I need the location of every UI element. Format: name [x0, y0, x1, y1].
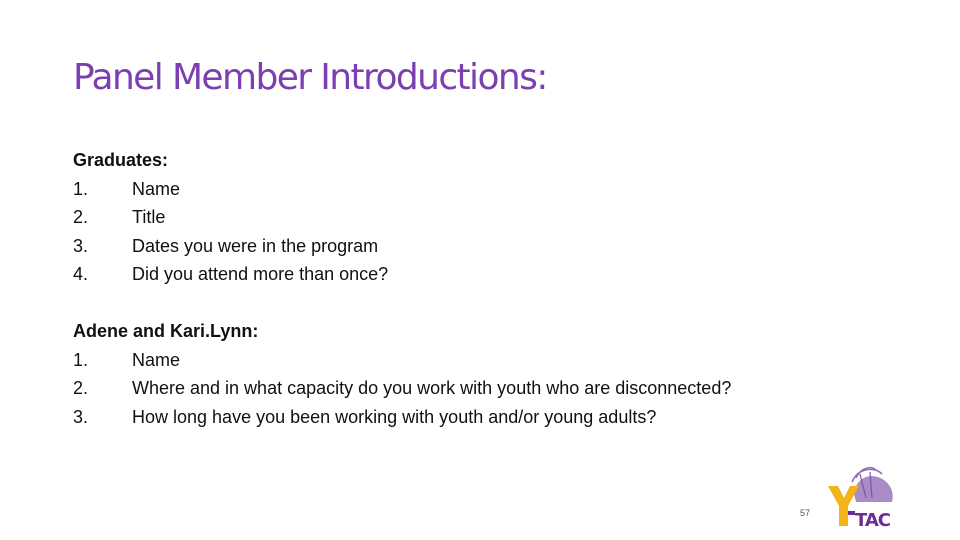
list-item	[73, 175, 388, 204]
list-item-number: 2.	[73, 207, 89, 227]
list-item-number: 3.	[73, 235, 89, 256]
staff-heading: Adene and Kari.Lynn:	[73, 321, 259, 341]
slide-title: Panel Member Introductions:	[73, 57, 547, 98]
page-number: 57	[800, 508, 811, 518]
staff-section	[73, 317, 731, 431]
list-item-text: Dates you were in the program	[132, 235, 379, 256]
logo-dash-shape	[848, 511, 855, 515]
list-item-number: 3.	[73, 406, 89, 427]
ytac-logo	[826, 464, 896, 528]
list-item-text: How long have you been working with youth and/or young adults?	[132, 406, 657, 427]
list-item	[73, 203, 388, 232]
logo-text: TAC	[855, 510, 891, 528]
list-item	[73, 232, 388, 261]
list-item	[73, 374, 731, 403]
graduates-section	[73, 146, 388, 289]
list-item-text: Where and in what capacity do you work with youth who are disconnected?	[132, 378, 732, 398]
list-item-text: Did you attend more than once?	[132, 264, 389, 284]
list-item-number: 4.	[73, 264, 89, 284]
list-item	[73, 346, 731, 375]
logo-dome-shape	[854, 476, 893, 502]
graduates-heading: Graduates:	[73, 150, 169, 170]
list-item-text: Name	[132, 349, 181, 370]
list-item-number: 1.	[73, 178, 89, 199]
list-item	[73, 260, 388, 289]
list-item-text: Name	[132, 178, 181, 199]
list-item-text: Title	[132, 207, 166, 227]
list-item	[73, 403, 731, 432]
list-item-number: 2.	[73, 378, 89, 398]
list-item-number: 1.	[73, 349, 89, 370]
